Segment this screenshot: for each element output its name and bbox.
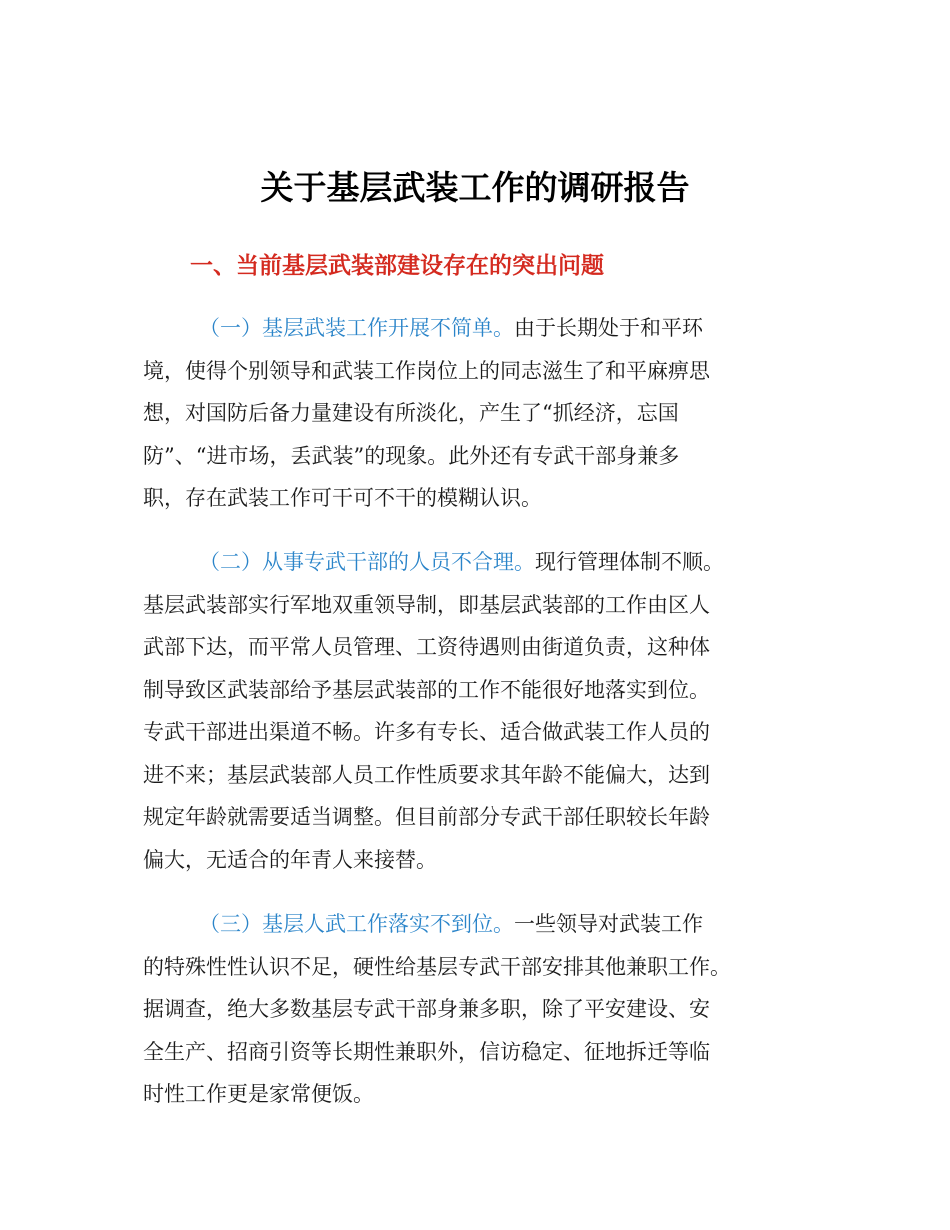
paragraph-lead-heading: （三）基层人武工作落实不到位。 (199, 912, 514, 936)
paragraph-line: 据调查，绝大多数基层专武干部身兼多职，除了平安建设、安 (143, 997, 710, 1021)
paragraph-line: 全生产、招商引资等长期性兼职外，信访稳定、征地拆迁等临 (143, 1039, 710, 1064)
section-heading: 一、当前基层武装部建设存在的突出问题 (190, 253, 604, 279)
paragraph-line: 基层武装部实行军地双重领导制，即基层武装部的工作由区人 (143, 592, 710, 617)
paragraph-line: 规定年龄就需要适当调整。但目前部分专武干部任职较长年龄 (143, 805, 710, 829)
document-title: 关于基层武装工作的调研报告 (260, 168, 690, 207)
paragraph-line: 的特殊性性认识不足，硬性给基层专武干部安排其他兼职工作。 (143, 954, 731, 979)
paragraph-line: 武部下达，而平常人员管理、工资待遇则由街道负责，这种体 (143, 635, 710, 659)
paragraph-text: 现行管理体制不顺。 (535, 550, 724, 574)
paragraph-line: 防”、“进市场，丢武装”的现象。此外还有专武干部身兼多 (143, 443, 680, 468)
paragraph-line (143, 541, 823, 584)
paragraph-line: 专武干部进出渠道不畅。许多有专长、适合做武装工作人员的 (143, 720, 710, 744)
paragraph-line (143, 307, 823, 350)
paragraph-line: 境，使得个别领导和武装工作岗位上的同志滋生了和平麻痹思 (143, 358, 710, 383)
paragraph-text: 由于长期处于和平环 (514, 316, 703, 340)
paragraph-line: 偏大，无适合的年青人来接替。 (143, 847, 437, 872)
paragraph-1 (143, 307, 823, 520)
paragraph-lead-heading: （一）基层武装工作开展不简单。 (199, 316, 514, 340)
paragraph-2 (143, 541, 823, 881)
paragraph-line (143, 903, 823, 946)
paragraph-line: 想，对国防后备力量建设有所淡化，产生了“抓经济，忘国 (143, 401, 679, 425)
paragraph-3 (143, 903, 823, 1116)
paragraph-lead-heading: （二）从事专武干部的人员不合理。 (199, 550, 535, 574)
paragraph-line: 时性工作更是家常便饭。 (143, 1082, 374, 1106)
paragraph-text: 一些领导对武装工作 (514, 912, 703, 936)
paragraph-line: 职，存在武装工作可干可不干的模糊认识。 (143, 486, 542, 510)
paragraph-line: 制导致区武装部给予基层武装部的工作不能很好地落实到位。 (143, 677, 710, 702)
paragraph-line: 进不来；基层武装部人员工作性质要求其年龄不能偏大，达到 (143, 762, 710, 787)
